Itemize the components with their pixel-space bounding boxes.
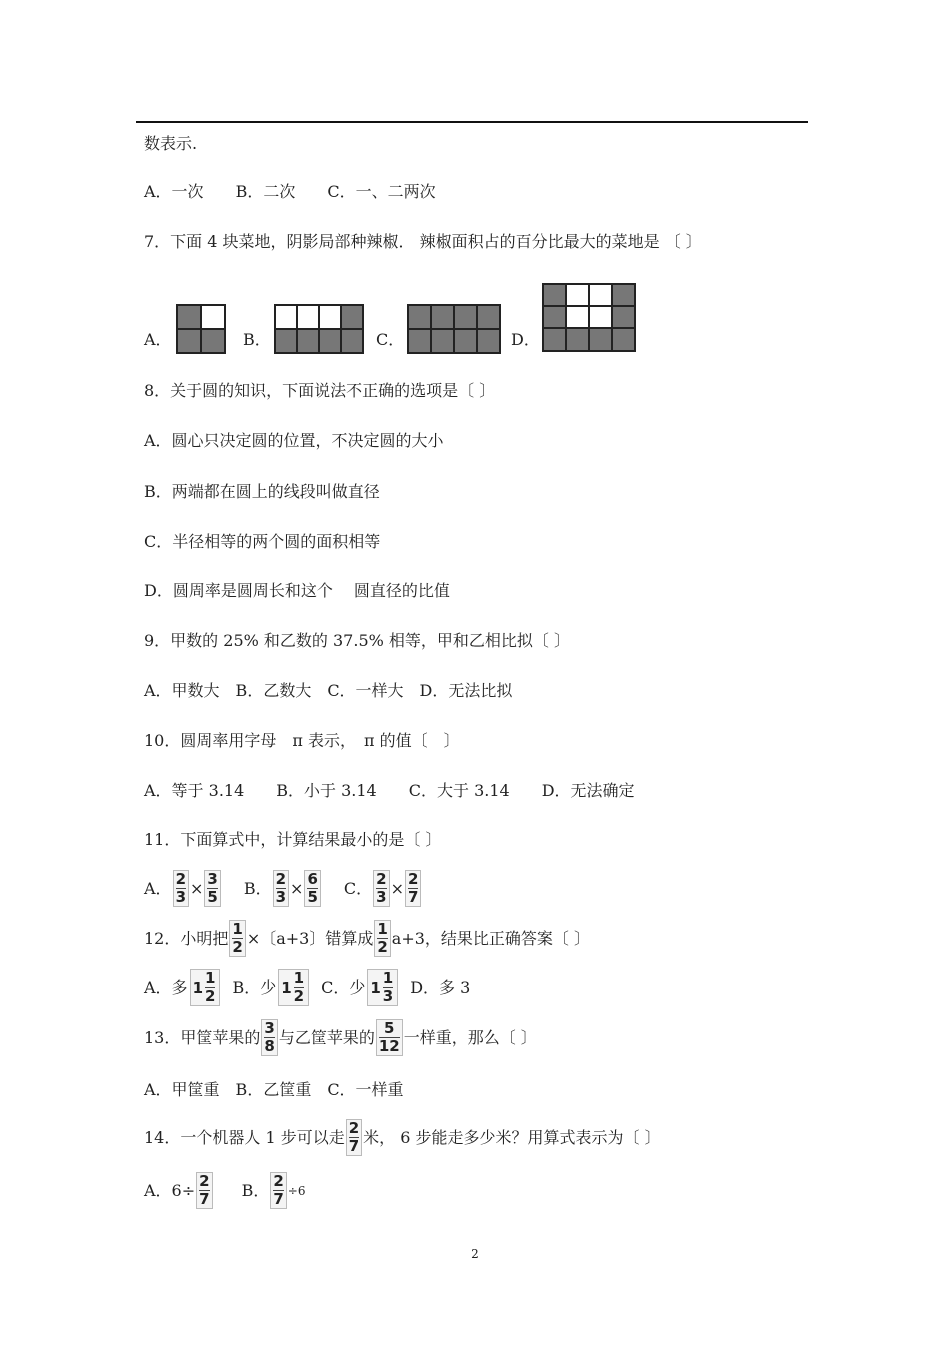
plot-d-grid (542, 283, 636, 352)
times-sign: × (290, 878, 304, 898)
plot-c-grid (407, 304, 501, 354)
q13-text: 与乙筐苹果的 (278, 1027, 375, 1047)
fraction: $\frac{6}{5}$ (304, 870, 320, 907)
q11-option-c-label: C． (343, 878, 373, 898)
mixed-number: 1 $\frac{1}{2}$ (278, 969, 309, 1006)
q6-options (144, 181, 436, 203)
q13-text: 13．甲筐苹果的 (144, 1027, 261, 1047)
question-12 (144, 920, 590, 957)
q13-text: 一样重，那么〔 〕 (403, 1027, 537, 1047)
question-10: 10．圆周率用字母 π 表示， π 的值〔 〕 (144, 731, 460, 750)
times-sign: × (390, 878, 404, 898)
fraction: $\frac{2}{7}$ (270, 1172, 286, 1209)
q8-option-c: C．半径相等的两个圆的面积相等 (144, 532, 381, 551)
q12-option-d: D．多 3 (410, 977, 471, 997)
q11-option-b-label: B． (243, 878, 272, 898)
q12-text: ×〔a+3〕错算成 (246, 928, 374, 948)
q6-option-b: B．二次 (235, 182, 296, 201)
q14-text: 米， 6 步能走多少米？用算式表示为〔 〕 (363, 1127, 661, 1147)
q8-option-d: D．圆周率是圆周长和这个 圆直径的比值 (144, 581, 450, 600)
header-rule (136, 121, 808, 123)
fraction: $\frac{1}{2}$ (374, 920, 390, 957)
plot-a-grid (176, 304, 226, 354)
question-9: 9．甲数的 25% 和乙数的 37.5% 相等，甲和乙相比拟〔 〕 (144, 631, 571, 650)
q14-text: 14．一个机器人 1 步可以走 (144, 1127, 345, 1147)
fraction: $\frac{2}{7}$ (405, 870, 421, 907)
q12-text: 12．小明把 (144, 928, 229, 948)
q13-options: A．甲筐重 B．乙筐重 C．一样重 (144, 1080, 404, 1099)
q6-option-a: A．一次 (144, 182, 204, 201)
fraction: $\frac{5}{12}$ (376, 1019, 403, 1056)
q8-option-a: A．圆心只决定圆的位置，不决定圆的大小 (144, 431, 444, 450)
fraction: $\frac{2}{3}$ (173, 870, 189, 907)
text-line: 数表示. (144, 134, 198, 153)
question-11: 11．下面算式中，计算结果最小的是〔 〕 (144, 830, 442, 849)
q12-option-c: C．少 (321, 977, 366, 997)
question-14 (144, 1119, 661, 1156)
fraction: $\frac{2}{7}$ (346, 1119, 362, 1156)
q14-text: ÷6 (287, 1183, 306, 1198)
q10-options: A．等于 3.14 B．小于 3.14 C．大于 3.14 D．无法确定 (144, 781, 635, 800)
fraction: $\frac{2}{7}$ (196, 1172, 212, 1209)
q11-options (144, 870, 422, 907)
q7-option-d-label: D． (511, 330, 540, 349)
question-7: 7．下面 4 块菜地，阴影局部种辣椒． 辣椒面积占的百分比最大的菜地是 〔 〕 (144, 232, 702, 251)
q14-option-a: A．6÷ (144, 1180, 196, 1200)
page-number: 2 (471, 1247, 479, 1261)
q12-option-a: A．多 (144, 977, 188, 997)
q9-options: A．甲数大 B．乙数大 C．一样大 D．无法比拟 (144, 681, 513, 700)
q14-options (144, 1172, 306, 1209)
fraction: $\frac{3}{5}$ (204, 870, 220, 907)
mixed-number: 1 $\frac{1}{3}$ (367, 969, 398, 1006)
q8-option-b: B．两端都在圆上的线段叫做直径 (144, 482, 380, 501)
fraction: $\frac{1}{2}$ (229, 920, 245, 957)
plot-b-grid (274, 304, 364, 354)
mixed-number: 1 $\frac{1}{2}$ (190, 969, 221, 1006)
q7-option-a-label: A． (144, 330, 172, 349)
q7-option-c-label: C． (376, 330, 405, 349)
fraction: $\frac{2}{3}$ (273, 870, 289, 907)
q12-options (144, 969, 470, 1006)
q6-option-c: C．一、二两次 (327, 182, 436, 201)
fraction: $\frac{3}{8}$ (261, 1019, 277, 1056)
question-8: 8．关于圆的知识，下面说法不正确的选项是〔 〕 (144, 381, 496, 400)
fraction: $\frac{2}{3}$ (373, 870, 389, 907)
q12-text: a+3，结果比正确答案〔 〕 (391, 928, 591, 948)
q14-option-b: B． (241, 1180, 270, 1200)
question-13 (144, 1019, 537, 1056)
times-sign: × (190, 878, 204, 898)
q12-option-b: B．少 (232, 977, 277, 997)
q7-option-b-label: B． (243, 330, 271, 349)
q11-option-a-label: A． (144, 878, 172, 898)
